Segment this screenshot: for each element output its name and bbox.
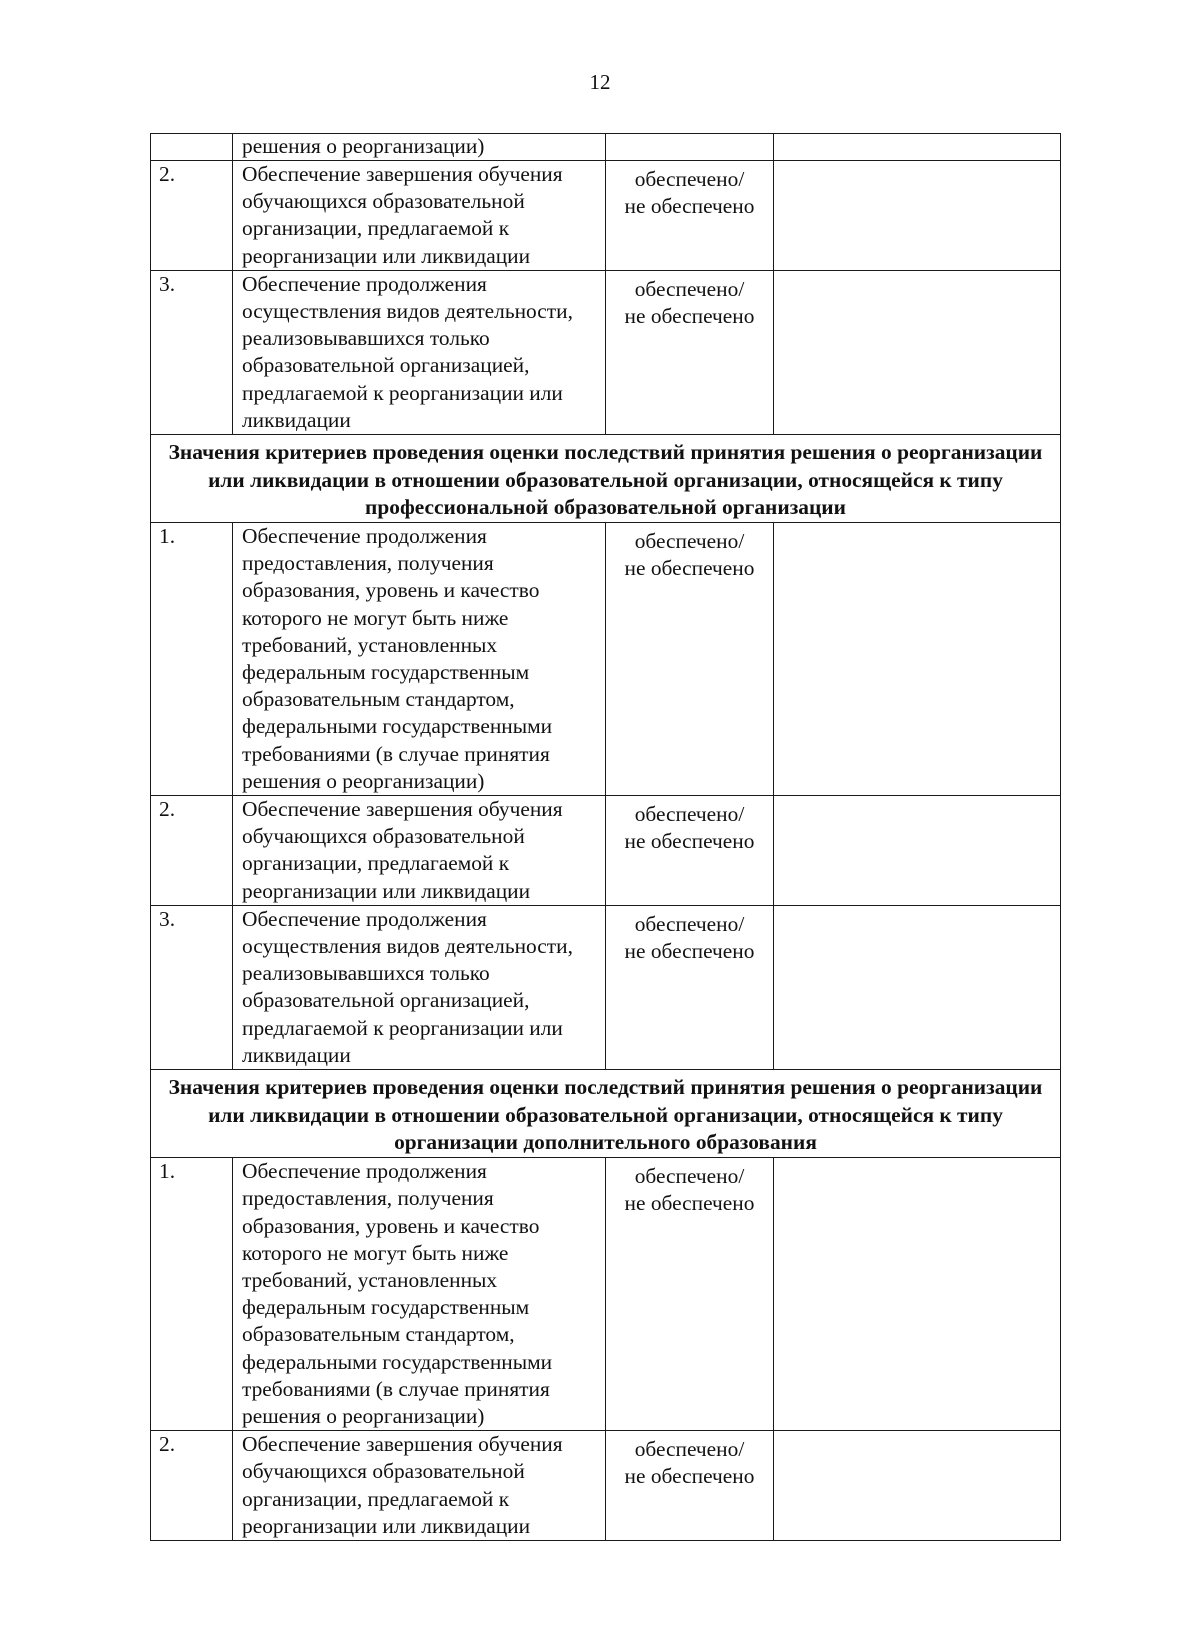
table-row: [151, 905, 1061, 1069]
status-value-line2: не обеспечено: [624, 829, 755, 854]
value-cell: [606, 1431, 774, 1541]
status-value-line2: не обеспечено: [624, 194, 755, 219]
status-value-line1: обеспечено/: [634, 1164, 745, 1189]
status-value-line1: обеспечено/: [634, 802, 745, 827]
status-value-line2: не обеспечено: [624, 304, 755, 329]
table-row: [151, 134, 1061, 161]
criterion-text: Обеспечение завершения обучения обучающихся образовательной организации, предлагаемой к реорганизации или ликвидации: [233, 161, 606, 271]
criterion-text: Обеспечение продолжения осуществления видов деятельности, реализовывавшихся только образовательной организацией, предлагаемой к реорганизации или ликвидации: [233, 270, 606, 434]
status-value-line1: обеспечено/: [634, 276, 745, 301]
table-row: [151, 270, 1061, 434]
note-cell: [774, 161, 1061, 271]
status-value-line2: не обеспечено: [624, 1191, 755, 1216]
note-cell: [774, 905, 1061, 1069]
section-header-row: [151, 435, 1061, 523]
note-cell: [774, 134, 1061, 161]
row-number: 2.: [151, 161, 233, 271]
section-title: Значения критериев проведения оценки последствий принятия решения о реорганизации или ликвидации в отношении образовательной организации, относящейся к типу организации дополнительного образования: [151, 1070, 1061, 1158]
criterion-text: Обеспечение продолжения предоставления, получения образования, уровень и качество которого не могут быть ниже требований, установленных федеральным государственным образовательным стандартом, федеральными государственными требованиями (в случае принятия решения о реорганизации): [233, 523, 606, 796]
row-number: 1.: [151, 523, 233, 796]
table-row: [151, 1158, 1061, 1431]
section-title: Значения критериев проведения оценки последствий принятия решения о реорганизации или ликвидации в отношении образовательной организации, относящейся к типу профессиональной образовательной организации: [151, 435, 1061, 523]
value-cell: [606, 1158, 774, 1431]
status-value-line1: обеспечено/: [634, 529, 745, 554]
row-number: 3.: [151, 270, 233, 434]
table-row: [151, 523, 1061, 796]
table-row: [151, 161, 1061, 271]
status-value-line2: не обеспечено: [624, 939, 755, 964]
value-cell: [606, 796, 774, 906]
value-cell: [606, 523, 774, 796]
table-row: [151, 1431, 1061, 1541]
criterion-text: решения о реорганизации): [233, 134, 606, 161]
status-value-line1: обеспечено/: [634, 167, 745, 191]
criterion-text: Обеспечение продолжения осуществления видов деятельности, реализовывавшихся только образовательной организацией, предлагаемой к реорганизации или ликвидации: [233, 905, 606, 1069]
row-number: 2.: [151, 796, 233, 906]
section-header-row: [151, 1070, 1061, 1158]
row-number: 1.: [151, 1158, 233, 1431]
status-value-line2: не обеспечено: [624, 1464, 755, 1489]
value-cell: [606, 905, 774, 1069]
row-number: 3.: [151, 905, 233, 1069]
status-value-line2: не обеспечено: [624, 556, 755, 581]
criterion-text: Обеспечение завершения обучения обучающихся образовательной организации, предлагаемой к реорганизации или ликвидации: [233, 1431, 606, 1541]
status-value-line1: обеспечено/: [634, 911, 745, 936]
criterion-text: Обеспечение завершения обучения обучающихся образовательной организации, предлагаемой к реорганизации или ликвидации: [233, 796, 606, 906]
note-cell: [774, 270, 1061, 434]
note-cell: [774, 523, 1061, 796]
criterion-text: Обеспечение продолжения предоставления, получения образования, уровень и качество которого не могут быть ниже требований, установленных федеральным государственным образовательным стандартом, федеральными государственными требованиями (в случае принятия решения о реорганизации): [233, 1158, 606, 1431]
note-cell: [774, 1431, 1061, 1541]
criteria-table: [150, 133, 1061, 1541]
table-row: [151, 796, 1061, 906]
page-number: 12: [589, 70, 611, 94]
status-value-line1: обеспечено/: [634, 1437, 745, 1462]
value-cell: [606, 134, 774, 161]
row-number-cell: [151, 134, 233, 161]
note-cell: [774, 796, 1061, 906]
note-cell: [774, 1158, 1061, 1431]
value-cell: [606, 270, 774, 434]
row-number: 2.: [151, 1431, 233, 1541]
value-cell: [606, 161, 774, 271]
